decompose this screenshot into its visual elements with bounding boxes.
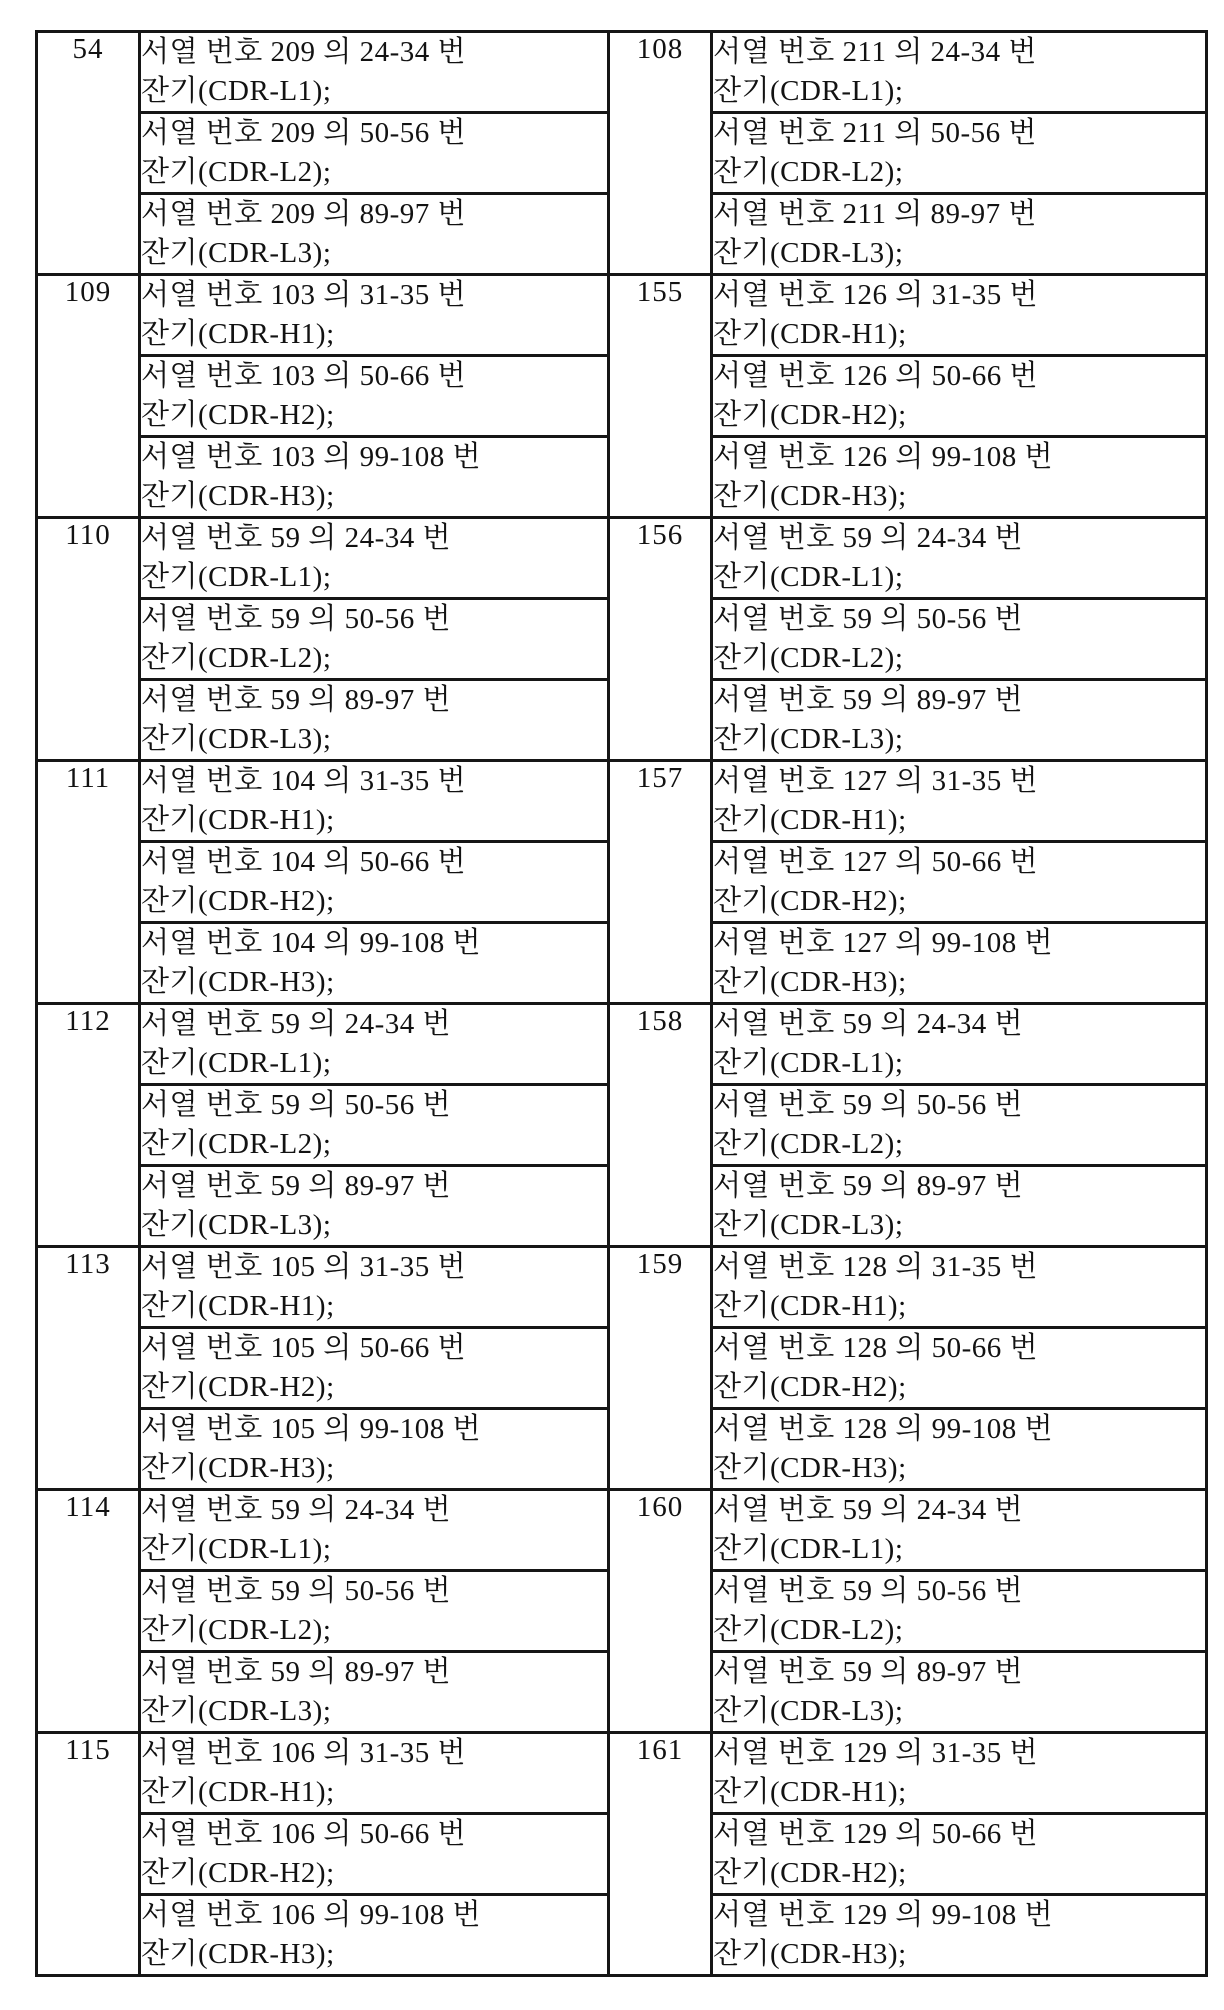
- cdr-label-line: 잔기(CDR-L1);: [141, 1533, 332, 1565]
- cdr-text-cell: [712, 1490, 1207, 1571]
- cdr-text-cell: [140, 1409, 609, 1490]
- seq-id-cell: 159: [609, 1247, 712, 1490]
- cdr-text-cell: [712, 1409, 1207, 1490]
- cdr-label-line: 잔기(CDR-H1);: [141, 1776, 335, 1808]
- cdr-range-line: 서열 번호 211 의 89-97 번: [713, 198, 1037, 230]
- cdr-range-line: 서열 번호 59 의 24-34 번: [713, 522, 1023, 554]
- cdr-label-line: 잔기(CDR-L2);: [713, 1128, 904, 1160]
- cdr-label-line: 잔기(CDR-L2);: [141, 1128, 332, 1160]
- cdr-range-line: 서열 번호 209 의 24-34 번: [141, 36, 466, 68]
- seq-id-cell: 160: [609, 1490, 712, 1733]
- cdr-text-cell: [140, 32, 609, 113]
- cdr-text-cell: [712, 1895, 1207, 1976]
- cdr-range-line: 서열 번호 126 의 31-35 번: [713, 279, 1038, 311]
- table-body-left: [37, 32, 609, 1976]
- cdr-range-line: 서열 번호 127 의 31-35 번: [713, 765, 1038, 797]
- cdr-label-line: 잔기(CDR-H3);: [141, 1452, 335, 1484]
- cdr-range-line: 서열 번호 105 의 99-108 번: [141, 1413, 481, 1445]
- cdr-label-line: 잔기(CDR-H3);: [713, 1452, 907, 1484]
- cdr-label-line: 잔기(CDR-L3);: [141, 723, 332, 755]
- table-row: [37, 1247, 609, 1328]
- cdr-label-line: 잔기(CDR-H2);: [713, 399, 907, 431]
- table-row: [37, 1490, 609, 1571]
- cdr-range-line: 서열 번호 59 의 50-56 번: [713, 1089, 1023, 1121]
- cdr-range-line: 서열 번호 59 의 50-56 번: [141, 1575, 451, 1607]
- cdr-text-cell: [140, 1733, 609, 1814]
- table-row: [609, 32, 1207, 113]
- cdr-text-cell: [140, 923, 609, 1004]
- cdr-range-line: 서열 번호 59 의 89-97 번: [141, 1656, 451, 1688]
- cdr-text-cell: [712, 1166, 1207, 1247]
- cdr-range-line: 서열 번호 128 의 99-108 번: [713, 1413, 1053, 1445]
- cdr-text-cell: [140, 1166, 609, 1247]
- cdr-range-line: 서열 번호 59 의 24-34 번: [141, 1494, 451, 1526]
- cdr-range-line: 서열 번호 211 의 24-34 번: [713, 36, 1037, 68]
- cdr-range-line: 서열 번호 126 의 50-66 번: [713, 360, 1038, 392]
- table-row: [609, 518, 1207, 599]
- cdr-text-cell: [140, 1247, 609, 1328]
- table-row: [609, 1247, 1207, 1328]
- cdr-text-cell: [712, 113, 1207, 194]
- cdr-text-cell: [140, 1490, 609, 1571]
- table-row: [37, 32, 609, 113]
- cdr-range-line: 서열 번호 209 의 89-97 번: [141, 198, 466, 230]
- cdr-range-line: 서열 번호 129 의 31-35 번: [713, 1737, 1038, 1769]
- cdr-text-cell: [140, 1085, 609, 1166]
- cdr-text-cell: [712, 275, 1207, 356]
- cdr-range-line: 서열 번호 59 의 50-56 번: [141, 603, 451, 635]
- cdr-range-line: 서열 번호 106 의 99-108 번: [141, 1899, 481, 1931]
- cdr-text-cell: [712, 1247, 1207, 1328]
- table-row: [37, 761, 609, 842]
- cdr-text-cell: [140, 275, 609, 356]
- cdr-text-cell: [140, 113, 609, 194]
- cdr-label-line: 잔기(CDR-L2);: [141, 1614, 332, 1646]
- cdr-range-line: 서열 번호 59 의 50-56 번: [713, 603, 1023, 635]
- cdr-text-cell: [712, 599, 1207, 680]
- cdr-text-cell: [712, 1004, 1207, 1085]
- cdr-text-cell: [712, 842, 1207, 923]
- table-row: [37, 275, 609, 356]
- cdr-range-line: 서열 번호 103 의 31-35 번: [141, 279, 466, 311]
- cdr-range-line: 서열 번호 59 의 50-56 번: [713, 1575, 1023, 1607]
- cdr-range-line: 서열 번호 211 의 50-56 번: [713, 117, 1037, 149]
- seq-id-cell: 156: [609, 518, 712, 761]
- seq-id-cell: 161: [609, 1733, 712, 1976]
- cdr-label-line: 잔기(CDR-L2);: [713, 642, 904, 674]
- cdr-range-line: 서열 번호 59 의 89-97 번: [141, 684, 451, 716]
- cdr-label-line: 잔기(CDR-H2);: [713, 1371, 907, 1403]
- cdr-text-cell: [140, 356, 609, 437]
- table-row: [37, 1733, 609, 1814]
- cdr-label-line: 잔기(CDR-L1);: [713, 1533, 904, 1565]
- cdr-label-line: 잔기(CDR-H3);: [713, 966, 907, 998]
- seq-id-cell: 110: [37, 518, 140, 761]
- cdr-range-line: 서열 번호 127 의 99-108 번: [713, 927, 1053, 959]
- seq-id-cell: 111: [37, 761, 140, 1004]
- cdr-text-cell: [140, 1571, 609, 1652]
- cdr-range-line: 서열 번호 105 의 31-35 번: [141, 1251, 466, 1283]
- cdr-range-line: 서열 번호 59 의 89-97 번: [141, 1170, 451, 1202]
- cdr-text-cell: [712, 1814, 1207, 1895]
- cdr-label-line: 잔기(CDR-H1);: [713, 318, 907, 350]
- cdr-text-cell: [712, 1733, 1207, 1814]
- cdr-range-line: 서열 번호 103 의 50-66 번: [141, 360, 466, 392]
- cdr-text-cell: [712, 194, 1207, 275]
- seq-id-cell: 113: [37, 1247, 140, 1490]
- cdr-text-cell: [712, 356, 1207, 437]
- table-row: [37, 518, 609, 599]
- cdr-text-cell: [712, 1652, 1207, 1733]
- cdr-label-line: 잔기(CDR-L1);: [713, 561, 904, 593]
- cdr-label-line: 잔기(CDR-L2);: [713, 1614, 904, 1646]
- cdr-text-cell: [140, 1004, 609, 1085]
- cdr-text-cell: [140, 599, 609, 680]
- cdr-range-line: 서열 번호 106 의 31-35 번: [141, 1737, 466, 1769]
- cdr-text-cell: [140, 194, 609, 275]
- table-row: [609, 275, 1207, 356]
- cdr-label-line: 잔기(CDR-H2);: [141, 1371, 335, 1403]
- cdr-range-line: 서열 번호 106 의 50-66 번: [141, 1818, 466, 1850]
- cdr-label-line: 잔기(CDR-L3);: [141, 1695, 332, 1727]
- cdr-label-line: 잔기(CDR-L3);: [713, 1209, 904, 1241]
- cdr-text-cell: [140, 1328, 609, 1409]
- cdr-range-line: 서열 번호 104 의 99-108 번: [141, 927, 481, 959]
- seq-id-cell: 109: [37, 275, 140, 518]
- cdr-label-line: 잔기(CDR-H1);: [713, 1776, 907, 1808]
- cdr-range-line: 서열 번호 59 의 89-97 번: [713, 684, 1023, 716]
- cdr-text-cell: [140, 518, 609, 599]
- cdr-text-cell: [712, 1328, 1207, 1409]
- seq-id-cell: 115: [37, 1733, 140, 1976]
- cdr-text-cell: [712, 1085, 1207, 1166]
- cdr-label-line: 잔기(CDR-H2);: [141, 1857, 335, 1889]
- cdr-label-line: 잔기(CDR-H3);: [141, 480, 335, 512]
- cdr-range-line: 서열 번호 104 의 50-66 번: [141, 846, 466, 878]
- cdr-label-line: 잔기(CDR-H3);: [713, 480, 907, 512]
- cdr-sequence-table-right: [607, 30, 1208, 1977]
- cdr-range-line: 서열 번호 129 의 50-66 번: [713, 1818, 1038, 1850]
- cdr-label-line: 잔기(CDR-L3);: [141, 237, 332, 269]
- cdr-label-line: 잔기(CDR-H1);: [713, 1290, 907, 1322]
- seq-id-cell: 114: [37, 1490, 140, 1733]
- table-row: [609, 1004, 1207, 1085]
- cdr-range-line: 서열 번호 105 의 50-66 번: [141, 1332, 466, 1364]
- table-body-right: [609, 32, 1207, 1976]
- cdr-label-line: 잔기(CDR-L2);: [141, 156, 332, 188]
- cdr-label-line: 잔기(CDR-L3);: [713, 723, 904, 755]
- cdr-text-cell: [712, 761, 1207, 842]
- cdr-range-line: 서열 번호 59 의 24-34 번: [141, 522, 451, 554]
- cdr-label-line: 잔기(CDR-L2);: [141, 642, 332, 674]
- cdr-range-line: 서열 번호 59 의 89-97 번: [713, 1656, 1023, 1688]
- cdr-label-line: 잔기(CDR-L1);: [141, 75, 332, 107]
- cdr-range-line: 서열 번호 103 의 99-108 번: [141, 441, 481, 473]
- cdr-label-line: 잔기(CDR-L3);: [713, 1695, 904, 1727]
- cdr-text-cell: [140, 1895, 609, 1976]
- cdr-text-cell: [140, 842, 609, 923]
- cdr-label-line: 잔기(CDR-H2);: [713, 885, 907, 917]
- cdr-range-line: 서열 번호 126 의 99-108 번: [713, 441, 1053, 473]
- table-row: [609, 761, 1207, 842]
- seq-id-cell: 157: [609, 761, 712, 1004]
- cdr-label-line: 잔기(CDR-H2);: [141, 885, 335, 917]
- cdr-text-cell: [712, 518, 1207, 599]
- cdr-sequence-table-left: [35, 30, 610, 1977]
- cdr-text-cell: [712, 923, 1207, 1004]
- cdr-label-line: 잔기(CDR-H1);: [141, 1290, 335, 1322]
- seq-id-cell: 54: [37, 32, 140, 275]
- cdr-range-line: 서열 번호 59 의 50-56 번: [141, 1089, 451, 1121]
- cdr-text-cell: [712, 1571, 1207, 1652]
- cdr-label-line: 잔기(CDR-H1);: [141, 804, 335, 836]
- seq-id-cell: 155: [609, 275, 712, 518]
- cdr-text-cell: [140, 1814, 609, 1895]
- cdr-range-line: 서열 번호 59 의 24-34 번: [713, 1008, 1023, 1040]
- table-row: [609, 1733, 1207, 1814]
- cdr-range-line: 서열 번호 129 의 99-108 번: [713, 1899, 1053, 1931]
- cdr-label-line: 잔기(CDR-H3);: [141, 1938, 335, 1970]
- table-row: [37, 1004, 609, 1085]
- cdr-range-line: 서열 번호 59 의 24-34 번: [141, 1008, 451, 1040]
- cdr-range-line: 서열 번호 209 의 50-56 번: [141, 117, 466, 149]
- cdr-label-line: 잔기(CDR-L1);: [713, 1047, 904, 1079]
- cdr-text-cell: [712, 32, 1207, 113]
- seq-id-cell: 158: [609, 1004, 712, 1247]
- cdr-text-cell: [140, 761, 609, 842]
- cdr-range-line: 서열 번호 128 의 31-35 번: [713, 1251, 1038, 1283]
- cdr-text-cell: [140, 680, 609, 761]
- cdr-range-line: 서열 번호 128 의 50-66 번: [713, 1332, 1038, 1364]
- cdr-label-line: 잔기(CDR-L3);: [713, 237, 904, 269]
- cdr-range-line: 서열 번호 127 의 50-66 번: [713, 846, 1038, 878]
- cdr-label-line: 잔기(CDR-H1);: [141, 318, 335, 350]
- cdr-text-cell: [712, 680, 1207, 761]
- cdr-label-line: 잔기(CDR-H1);: [713, 804, 907, 836]
- seq-id-cell: 108: [609, 32, 712, 275]
- cdr-text-cell: [140, 1652, 609, 1733]
- cdr-range-line: 서열 번호 59 의 24-34 번: [713, 1494, 1023, 1526]
- cdr-label-line: 잔기(CDR-H3);: [713, 1938, 907, 1970]
- cdr-range-line: 서열 번호 104 의 31-35 번: [141, 765, 466, 797]
- cdr-label-line: 잔기(CDR-H2);: [141, 399, 335, 431]
- cdr-text-cell: [140, 437, 609, 518]
- cdr-label-line: 잔기(CDR-L3);: [141, 1209, 332, 1241]
- cdr-text-cell: [712, 437, 1207, 518]
- cdr-label-line: 잔기(CDR-H3);: [141, 966, 335, 998]
- cdr-label-line: 잔기(CDR-L1);: [141, 561, 332, 593]
- cdr-range-line: 서열 번호 59 의 89-97 번: [713, 1170, 1023, 1202]
- table-row: [609, 1490, 1207, 1571]
- cdr-label-line: 잔기(CDR-H2);: [713, 1857, 907, 1889]
- cdr-label-line: 잔기(CDR-L1);: [713, 75, 904, 107]
- seq-id-cell: 112: [37, 1004, 140, 1247]
- cdr-label-line: 잔기(CDR-L1);: [141, 1047, 332, 1079]
- cdr-label-line: 잔기(CDR-L2);: [713, 156, 904, 188]
